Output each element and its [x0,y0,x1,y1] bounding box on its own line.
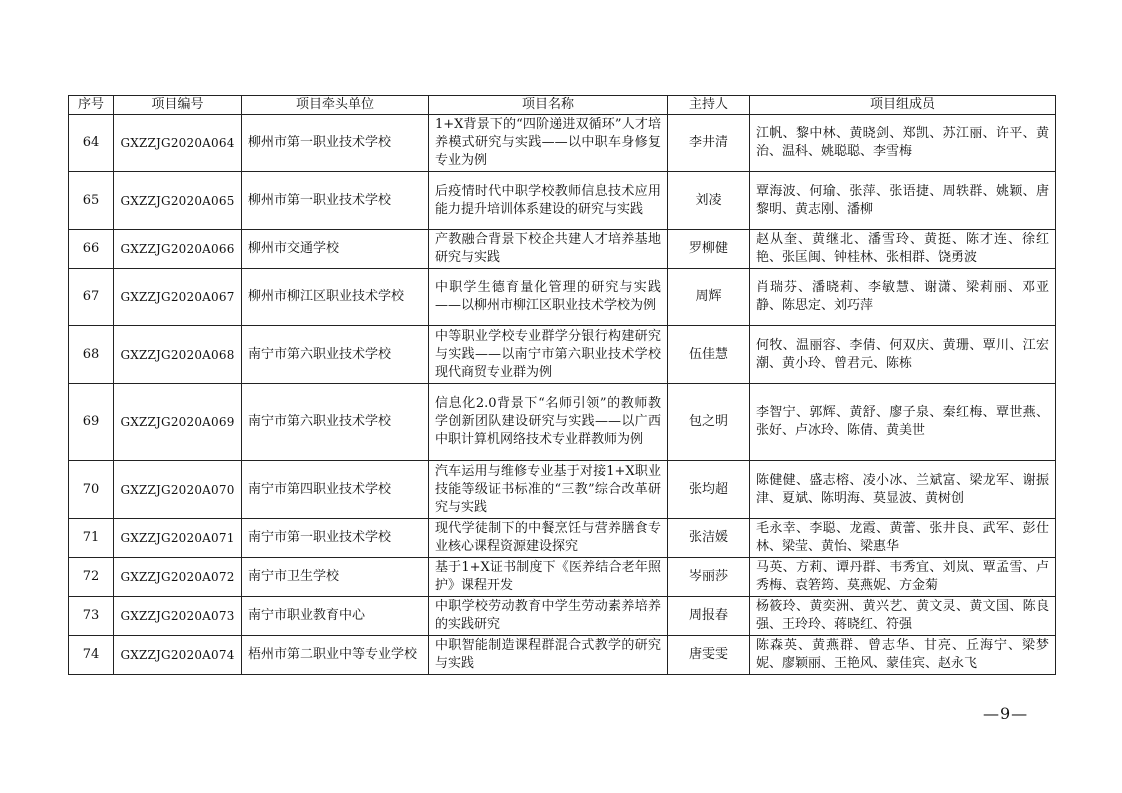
cell-seq: 65 [69,172,114,230]
cell-project-name: 汽车运用与维修专业基于对接1+X职业技能等级证书标准的“三教”综合改革研究与实践 [429,461,668,519]
cell-members: 陈森英、黄燕群、曾志华、甘亮、丘海宁、梁梦妮、廖颖丽、王艳风、蒙佳宾、赵永飞 [750,636,1056,675]
cell-seq: 67 [69,269,114,326]
table-row [69,230,1056,269]
cell-project-code: GXZZJG2020A070 [114,461,242,519]
cell-lead-unit: 南宁市第六职业技术学校 [242,384,429,461]
cell-project-name: 现代学徒制下的中餐烹饪与营养膳食专业核心课程资源建设探究 [429,519,668,558]
cell-project-code: GXZZJG2020A067 [114,269,242,326]
cell-seq: 68 [69,326,114,384]
table-row [69,519,1056,558]
cell-members: 江帆、黎中林、黄晓剑、郑凯、苏江丽、许平、黄治、温科、姚聪聪、李雪梅 [750,115,1056,172]
cell-host: 李井清 [668,115,750,172]
cell-members: 毛永幸、李聪、龙霞、黄蕾、张井良、武军、彭仕林、梁莹、黄怡、梁惠华 [750,519,1056,558]
table-row [69,636,1056,675]
cell-host: 包之明 [668,384,750,461]
cell-members: 覃海波、何瑜、张萍、张语捷、周轶群、姚颖、唐黎明、黄志刚、潘柳 [750,172,1056,230]
cell-lead-unit: 柳州市交通学校 [242,230,429,269]
cell-project-name: 信息化2.0背景下“名师引领”的教师教学创新团队建设研究与实践——以广西中职计算机网络技术专业群教师为例 [429,384,668,461]
table-row [69,326,1056,384]
cell-host: 刘凌 [668,172,750,230]
cell-host: 周报春 [668,597,750,636]
cell-lead-unit: 南宁市职业教育中心 [242,597,429,636]
cell-members: 赵从奎、黄继北、潘雪玲、黄挺、陈才连、徐红艳、张匡闽、钟桂林、张相群、饶勇波 [750,230,1056,269]
cell-host: 周辉 [668,269,750,326]
cell-seq: 73 [69,597,114,636]
cell-host: 唐雯雯 [668,636,750,675]
table-row [69,461,1056,519]
cell-members: 肖瑞芬、潘晓莉、李敏慧、谢潇、梁莉丽、邓亚静、陈思定、刘巧萍 [750,269,1056,326]
cell-project-name: 中等职业学校专业群学分银行构建研究与实践——以南宁市第六职业技术学校现代商贸专业群为例 [429,326,668,384]
cell-members: 陈健健、盛志榕、凌小冰、兰斌富、梁龙军、谢振津、夏斌、陈明海、莫显波、黄树创 [750,461,1056,519]
cell-lead-unit: 柳州市柳江区职业技术学校 [242,269,429,326]
cell-host: 张洁媛 [668,519,750,558]
cell-host: 伍佳慧 [668,326,750,384]
cell-project-code: GXZZJG2020A072 [114,558,242,597]
table-body [69,115,1056,675]
cell-lead-unit: 柳州市第一职业技术学校 [242,172,429,230]
cell-host: 张均超 [668,461,750,519]
table-row [69,115,1056,172]
cell-members: 何牧、温丽容、李倩、何双庆、黄珊、覃川、江宏潮、黄小玲、曾君元、陈栋 [750,326,1056,384]
cell-project-code: GXZZJG2020A069 [114,384,242,461]
page-number: —9— [983,704,1029,723]
cell-project-name: 后疫情时代中职学校教师信息技术应用能力提升培训体系建设的研究与实践 [429,172,668,230]
table-row [69,269,1056,326]
cell-project-name: 基于1+X证书制度下《医养结合老年照护》课程开发 [429,558,668,597]
cell-members: 杨筱玲、黄奕洲、黄兴艺、黄文灵、黄文国、陈良强、王玲玲、蒋晓红、符强 [750,597,1056,636]
cell-seq: 69 [69,384,114,461]
cell-lead-unit: 南宁市第四职业技术学校 [242,461,429,519]
header-project-code: 项目编号 [114,96,242,115]
cell-project-code: GXZZJG2020A064 [114,115,242,172]
cell-host: 岑丽莎 [668,558,750,597]
header-project-name: 项目名称 [429,96,668,115]
cell-project-name: 中职智能制造课程群混合式教学的研究与实践 [429,636,668,675]
header-members: 项目组成员 [750,96,1056,115]
table-row [69,172,1056,230]
cell-seq: 70 [69,461,114,519]
cell-host: 罗柳健 [668,230,750,269]
table-row [69,597,1056,636]
cell-members: 李智宁、郭辉、黄舒、廖子泉、秦红梅、覃世燕、张好、卢冰玲、陈倩、黄美世 [750,384,1056,461]
cell-seq: 74 [69,636,114,675]
header-host: 主持人 [668,96,750,115]
cell-project-code: GXZZJG2020A071 [114,519,242,558]
cell-project-name: 中职学校劳动教育中学生劳动素养培养的实践研究 [429,597,668,636]
cell-lead-unit: 南宁市卫生学校 [242,558,429,597]
cell-lead-unit: 南宁市第一职业技术学校 [242,519,429,558]
cell-project-name: 产教融合背景下校企共建人才培养基地研究与实践 [429,230,668,269]
cell-project-code: GXZZJG2020A065 [114,172,242,230]
table-header-row [69,96,1056,115]
cell-project-name: 中职学生德育量化管理的研究与实践——以柳州市柳江区职业技术学校为例 [429,269,668,326]
cell-seq: 72 [69,558,114,597]
header-seq: 序号 [69,96,114,115]
cell-seq: 64 [69,115,114,172]
projects-table [68,95,1056,675]
cell-project-code: GXZZJG2020A066 [114,230,242,269]
cell-seq: 66 [69,230,114,269]
table-row [69,558,1056,597]
cell-project-code: GXZZJG2020A073 [114,597,242,636]
cell-lead-unit: 南宁市第六职业技术学校 [242,326,429,384]
cell-lead-unit: 柳州市第一职业技术学校 [242,115,429,172]
cell-project-code: GXZZJG2020A074 [114,636,242,675]
table-row [69,384,1056,461]
cell-project-code: GXZZJG2020A068 [114,326,242,384]
cell-project-name: 1+X背景下的“四阶递进双循环”人才培养模式研究与实践——以中职车身修复专业为例 [429,115,668,172]
cell-members: 马英、方莉、谭丹群、韦秀宜、刘岚、覃孟雪、卢秀梅、袁箬筠、莫燕妮、方金菊 [750,558,1056,597]
header-lead-unit: 项目牵头单位 [242,96,429,115]
cell-seq: 71 [69,519,114,558]
cell-lead-unit: 梧州市第二职业中等专业学校 [242,636,429,675]
